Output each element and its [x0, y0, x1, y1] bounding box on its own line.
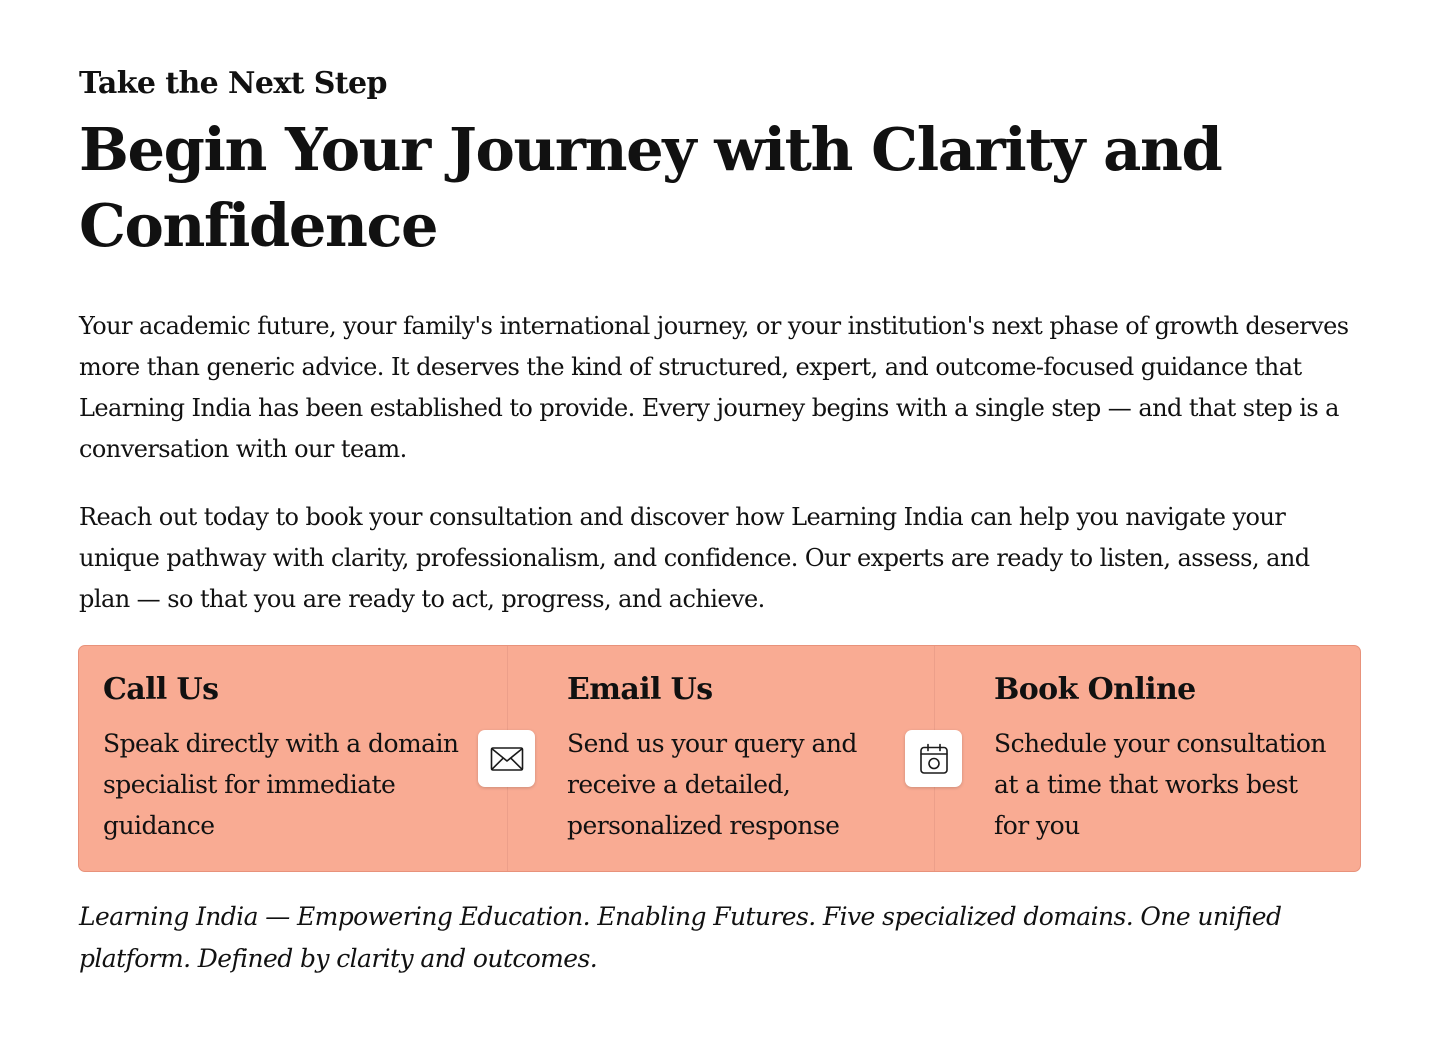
- contact-options-panel: [78, 645, 1361, 872]
- section-eyebrow: Take the Next Step: [79, 66, 387, 101]
- contact-card-description: Speak directly with a domain specialist for immediate guidance: [103, 729, 459, 840]
- contact-card-book-online[interactable]: [934, 646, 1360, 871]
- contact-card-title: Book Online: [994, 672, 1196, 707]
- contact-card-title: Email Us: [567, 672, 713, 707]
- brand-tagline: Learning India — Empowering Education. Enabling Futures. Five specialized domains. One unified platform. Defined by clarity and outcomes.: [79, 902, 1282, 973]
- contact-card-call[interactable]: [79, 646, 507, 871]
- contact-card-email[interactable]: [507, 646, 934, 871]
- contact-card-description: Schedule your consultation at a time that works best for you: [994, 729, 1326, 840]
- intro-paragraph: Your academic future, your family's international journey, or your institution's next phase of growth deserves more than generic advice. It deserves the kind of structured, expert, and outcome-focused guidance that Learning India has been established to provide. Every journey begins with a single step — and that step is a conversation with our team.: [79, 312, 1349, 463]
- page-title: Begin Your Journey with Clarity and Confidence: [79, 115, 1222, 260]
- contact-card-description: Send us your query and receive a detailed, personalized response: [567, 729, 857, 840]
- contact-card-title: Call Us: [103, 672, 219, 707]
- envelope-icon: [478, 730, 535, 787]
- call-to-action-paragraph: Reach out today to book your consultation and discover how Learning India can help you navigate your unique pathway with clarity, professionalism, and confidence. Our experts are ready to listen, assess, and plan — so that you are ready to act, progress, and achieve.: [79, 503, 1310, 613]
- calendar-icon: [905, 730, 962, 787]
